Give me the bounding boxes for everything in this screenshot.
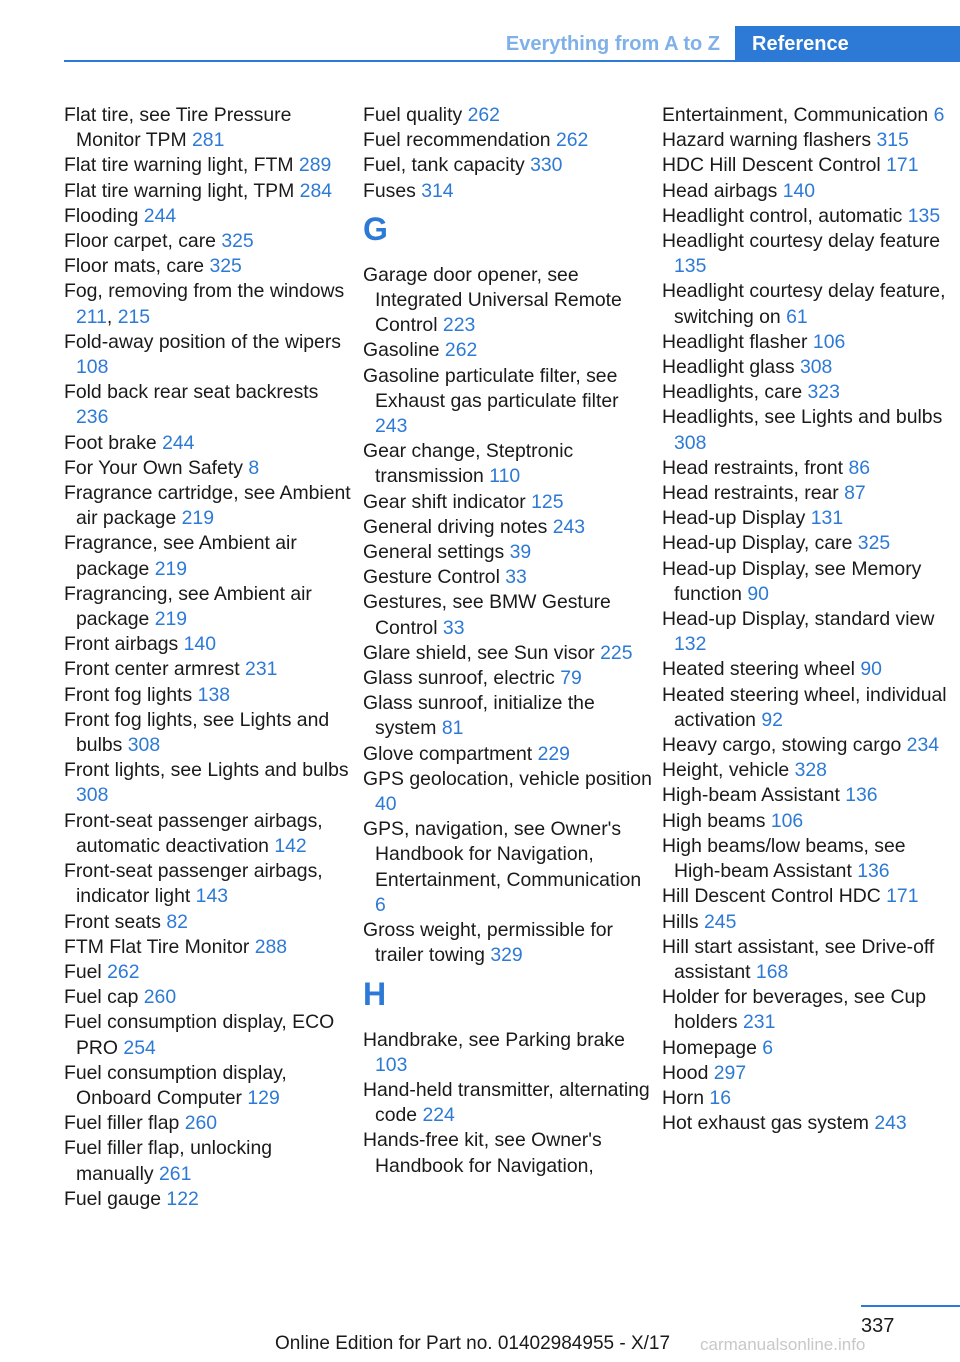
page-link[interactable]: 110	[489, 465, 521, 488]
index-term: Front airbags	[64, 633, 179, 656]
index-term: Floor carpet, care	[64, 230, 216, 253]
index-term: Handbrake, see Parking brake	[363, 1028, 625, 1051]
index-term: Hand-held transmitter, alternating code	[363, 1078, 650, 1127]
index-entry	[662, 683, 952, 733]
index-term: Fragrancing, see Ambient air package	[64, 582, 312, 631]
index-entry	[662, 758, 952, 783]
page-link[interactable]: 140	[183, 633, 216, 656]
index-term: Height, vehicle	[662, 759, 790, 782]
index-term: Gear shift indicator	[363, 490, 526, 513]
page-link[interactable]: 171	[886, 154, 919, 177]
page-link[interactable]: 33	[442, 616, 465, 639]
index-term: HDC Hill Descent Control	[662, 154, 881, 177]
index-term: General settings	[363, 541, 505, 564]
index-entry	[64, 985, 354, 1010]
page-link[interactable]: 138	[197, 683, 231, 706]
index-column-2	[363, 103, 653, 1179]
index-entry	[363, 918, 653, 968]
index-entry	[64, 935, 354, 960]
index-entry	[662, 1086, 952, 1111]
watermark: carmanualsonline.info	[700, 1335, 866, 1354]
index-term: Front fog lights, see Lights and bulbs	[64, 708, 330, 757]
index-term: Garage door opener, see Integrated Universal Remote Control	[363, 263, 622, 337]
index-term: Fuel recommendation	[363, 129, 551, 152]
index-entry	[64, 632, 354, 657]
index-term: Fold back rear seat backrests	[64, 381, 319, 404]
index-entry	[662, 481, 952, 506]
page-link[interactable]: 262	[467, 104, 500, 126]
index-entry	[662, 783, 952, 808]
index-entry	[363, 565, 653, 590]
page-link[interactable]: 129	[247, 1086, 280, 1109]
index-term: Horn	[662, 1086, 705, 1109]
index-term: Fuel consumption display, Onboard Computer	[64, 1061, 287, 1109]
page-link[interactable]: 308	[799, 356, 833, 379]
index-term: FTM Flat Tire Monitor	[64, 935, 250, 958]
index-term: Headlight courtesy delay feature, switching on	[662, 280, 946, 328]
index-entry	[64, 1010, 354, 1060]
footer-rule	[861, 1305, 960, 1307]
index-term: High beams	[662, 809, 766, 832]
index-entry	[662, 355, 952, 380]
index-entry	[64, 582, 354, 632]
index-term: Gasoline particulate filter, see Exhaust gas particulate filter	[363, 364, 619, 412]
index-entry	[64, 103, 354, 153]
index-entry	[64, 254, 354, 279]
page-link[interactable]: 325	[857, 532, 891, 555]
page-link[interactable]: 245	[704, 910, 737, 933]
index-entry	[363, 1128, 653, 1178]
index-term: Flat tire, see Tire Pressure Monitor TPM	[64, 104, 292, 152]
index-entry	[662, 657, 952, 682]
index-term: For Your Own Safety	[64, 456, 243, 479]
index-term: Glass sunroof, initialize the system	[363, 692, 595, 740]
index-term: Head-up Display, see Memory function	[662, 557, 922, 605]
index-term: Flat tire warning light, FTM	[64, 154, 294, 177]
index-entry	[64, 910, 354, 935]
index-column-3	[662, 103, 952, 1136]
index-entry	[662, 380, 952, 405]
index-entry	[363, 515, 653, 540]
index-term: Glove compartment	[363, 742, 533, 765]
index-entry	[363, 103, 653, 128]
index-entry	[662, 229, 952, 279]
index-column-1	[64, 103, 354, 1212]
index-term: Heated steering wheel, individual activation	[662, 683, 947, 731]
index-term: Gasoline	[363, 339, 440, 362]
index-entry	[662, 834, 952, 884]
page-link[interactable]: 125	[531, 490, 564, 513]
page-link[interactable]: 140	[782, 179, 816, 202]
page-link[interactable]: 135	[907, 204, 941, 227]
index-term: Head-up Display, care	[662, 532, 853, 555]
index-entry	[64, 204, 354, 229]
page-link[interactable]: 106	[812, 330, 846, 353]
index-term: Homepage	[662, 1036, 757, 1059]
page-link[interactable]: 108	[76, 356, 109, 379]
index-entry	[662, 330, 952, 355]
index-entry	[662, 884, 952, 909]
index-term: High beams/low beams, see High-beam Assistant	[662, 834, 906, 883]
index-entry	[64, 279, 354, 329]
page-link[interactable]: 308	[674, 431, 707, 454]
index-entry	[662, 279, 952, 329]
index-term: Fuel filler flap, unlocking manually	[64, 1137, 273, 1185]
page-link[interactable]: 330	[530, 154, 563, 177]
index-entry	[64, 153, 354, 178]
index-entry	[662, 557, 952, 607]
index-entry	[64, 481, 354, 531]
index-entry	[662, 153, 952, 178]
index-term: Fragrance cartridge, see Ambient air package	[64, 482, 351, 530]
page-link[interactable]: 171	[886, 885, 919, 908]
index-entry	[662, 1061, 952, 1086]
page-link[interactable]: 328	[794, 759, 827, 782]
page-link[interactable]: 132	[674, 633, 707, 656]
index-term: GPS geolocation, vehicle position	[363, 767, 652, 790]
page-link[interactable]: 244	[162, 431, 195, 454]
index-term: Hood	[662, 1061, 709, 1084]
index-entry	[662, 1036, 952, 1061]
page-link[interactable]: 81	[441, 717, 464, 740]
page-link[interactable]: 262	[444, 339, 478, 362]
page-link[interactable]: 260	[184, 1112, 218, 1135]
page-link[interactable]: 106	[770, 809, 804, 832]
page-link[interactable]: 135	[674, 255, 707, 278]
index-entry	[64, 1061, 354, 1111]
index-term: Fuel cap	[64, 986, 139, 1009]
index-entry	[363, 439, 653, 489]
page-link[interactable]: 223	[442, 314, 476, 337]
index-term: Hot exhaust gas system	[662, 1112, 869, 1135]
page-link[interactable]: 225	[600, 641, 633, 664]
index-entry	[64, 859, 354, 909]
index-entry	[64, 531, 354, 581]
index-term: Headlights, see Lights and bulbs	[662, 406, 943, 429]
index-entry	[64, 758, 354, 808]
index-entry	[662, 506, 952, 531]
page-link[interactable]: 103	[375, 1053, 408, 1076]
index-entry	[363, 338, 653, 363]
index-term: Fog, removing from the windows	[64, 280, 345, 303]
page-link[interactable]: 79	[560, 667, 582, 690]
page-link[interactable]: 215	[117, 305, 151, 328]
index-entry	[662, 128, 952, 153]
page-link[interactable]: 8	[248, 456, 260, 479]
index-term: Gross weight, permissible for trailer towing	[363, 919, 614, 967]
index-term: Front-seat passenger airbags, automatic deactivation	[64, 809, 323, 857]
index-term: Front-seat passenger airbags, indicator light	[64, 860, 323, 908]
page-link[interactable]: 297	[713, 1061, 747, 1084]
page-link[interactable]: 281	[192, 129, 225, 152]
index-entry	[363, 263, 653, 339]
index-entry	[363, 490, 653, 515]
index-entry	[64, 431, 354, 456]
page-link[interactable]: 243	[375, 415, 408, 438]
index-entry	[363, 1028, 653, 1078]
index-entry	[662, 204, 952, 229]
index-term: Fragrance, see Ambient air package	[64, 532, 297, 580]
index-term: Fuel, tank capacity	[363, 154, 525, 177]
index-term: Headlight control, automatic	[662, 204, 903, 227]
index-entry	[64, 380, 354, 430]
section-letter-h: H	[363, 975, 387, 1012]
index-entry	[363, 364, 653, 440]
page-link[interactable]: 308	[127, 734, 161, 757]
index-entry	[662, 1111, 952, 1136]
index-term: Hills	[662, 910, 699, 933]
page-link[interactable]: 229	[537, 742, 570, 765]
index-term: Hazard warning flashers	[662, 129, 872, 152]
page-link[interactable]: 289	[298, 154, 332, 177]
page-link[interactable]: 261	[159, 1162, 192, 1185]
index-term: Foot brake	[64, 431, 157, 454]
header-section-title: Everything from A to Z	[505, 33, 720, 55]
index-entry	[662, 607, 952, 657]
page-link[interactable]: 61	[786, 305, 808, 328]
page-link[interactable]: 40	[375, 793, 397, 816]
index-entry	[64, 330, 354, 380]
index-entry	[662, 405, 952, 455]
page-link[interactable]: 284	[299, 179, 333, 202]
index-entry	[363, 128, 653, 153]
header-reference-tab[interactable]: Reference	[735, 26, 960, 62]
index-term: Hill Descent Control HDC	[662, 885, 881, 908]
index-entry	[363, 540, 653, 565]
index-term: Fuel	[64, 960, 102, 983]
index-entry	[64, 229, 354, 254]
section-letter-g: G	[363, 210, 388, 247]
index-term: Glare shield, see Sun visor	[363, 641, 595, 664]
index-term: Gear change, Steptronic transmission	[363, 440, 574, 488]
index-entry	[64, 1187, 354, 1212]
page-link[interactable]: 142	[274, 834, 307, 857]
index-term: Heavy cargo, stowing cargo	[662, 734, 902, 757]
index-entry	[64, 708, 354, 758]
index-entry	[363, 742, 653, 767]
index-entry	[64, 960, 354, 985]
index-entry	[662, 103, 952, 128]
index-entry	[64, 1111, 354, 1136]
index-term: Front seats	[64, 910, 161, 933]
page-link[interactable]: 288	[254, 935, 288, 958]
page-link[interactable]: 323	[807, 381, 840, 404]
page-link[interactable]: 39	[509, 541, 532, 564]
page-link[interactable]: 262	[107, 960, 140, 983]
index-term: Fuses	[363, 179, 416, 202]
page-link[interactable]: 168	[755, 960, 789, 983]
page-link[interactable]: 87	[844, 482, 866, 505]
index-term: Gesture Control	[363, 566, 500, 589]
index-term: Holder for beverages, see Cup holders	[662, 986, 927, 1034]
index-entry	[662, 985, 952, 1035]
index-term: Front center armrest	[64, 658, 240, 681]
page-link[interactable]: 16	[709, 1086, 731, 1109]
index-term: Fuel filler flap	[64, 1112, 180, 1135]
index-entry	[363, 179, 653, 204]
page-link[interactable]: 219	[181, 507, 214, 530]
index-term: Fuel quality	[363, 104, 463, 126]
index-term: General driving notes	[363, 515, 548, 538]
index-term: Hands-free kit, see Owner's Handbook for Navigation,	[363, 1129, 602, 1177]
index-term: GPS, navigation, see Owner's Handbook for Navigation, Entertainment, Communication	[363, 818, 642, 891]
index-term: Gestures, see BMW Gesture Control	[363, 591, 611, 639]
index-entry	[64, 809, 354, 859]
page-link[interactable]: 231	[743, 1011, 776, 1034]
index-entry	[363, 641, 653, 666]
index-term: Headlight flasher	[662, 330, 808, 353]
page-link[interactable]: 143	[195, 885, 229, 908]
page-link[interactable]: 254	[123, 1036, 156, 1059]
index-term: Fuel gauge	[64, 1187, 162, 1210]
page-link[interactable]: 122	[166, 1187, 199, 1210]
index-term: Heated steering wheel	[662, 658, 855, 681]
page-link[interactable]: 136	[845, 784, 878, 807]
index-entry	[363, 691, 653, 741]
page-link[interactable]: 231	[245, 658, 278, 681]
index-term: Fold-away position of the wipers	[64, 330, 341, 353]
index-term: Head-up Display	[662, 507, 806, 530]
page-link[interactable]: 6	[762, 1036, 774, 1059]
index-entry	[363, 1078, 653, 1128]
page-link[interactable]: 136	[857, 860, 890, 883]
index-entry	[662, 179, 952, 204]
index-entry	[64, 456, 354, 481]
index-entry	[363, 767, 653, 817]
page-link[interactable]: 260	[143, 986, 177, 1009]
page-link[interactable]: 82	[166, 910, 188, 933]
page-link[interactable]: 243	[552, 515, 586, 538]
page-link[interactable]: 325	[221, 230, 254, 253]
page-link[interactable]: 219	[154, 608, 188, 631]
page-link[interactable]: 234	[906, 734, 940, 757]
page-link[interactable]: 211	[76, 305, 107, 328]
index-entry	[662, 809, 952, 834]
page-link[interactable]: 329	[490, 944, 523, 967]
page-link[interactable]: 92	[761, 708, 783, 731]
page-link[interactable]: 315	[876, 129, 909, 152]
page-link[interactable]: 308	[76, 784, 109, 807]
index-entry	[64, 683, 354, 708]
page-link[interactable]: 86	[848, 456, 871, 479]
index-entry	[662, 935, 952, 985]
page-link[interactable]: 325	[209, 255, 242, 278]
page-link[interactable]: 33	[505, 566, 527, 589]
page-link[interactable]: 6	[933, 104, 945, 126]
index-term: Headlight courtesy delay feature	[662, 230, 941, 253]
index-term: Flat tire warning light, TPM	[64, 179, 295, 202]
page-separator: ,	[106, 305, 113, 328]
page-link[interactable]: 262	[555, 129, 589, 152]
index-entry	[64, 1136, 354, 1186]
index-term: Entertainment, Communication	[662, 104, 929, 126]
index-term: Head airbags	[662, 179, 778, 202]
index-term: Headlight glass	[662, 356, 795, 379]
page-link[interactable]: 224	[422, 1104, 455, 1127]
index-entry	[363, 590, 653, 640]
index-term: Glass sunroof, electric	[363, 667, 555, 690]
page-link[interactable]: 90	[747, 582, 769, 605]
index-term: Headlights, care	[662, 381, 803, 404]
index-entry	[662, 910, 952, 935]
index-term: Front fog lights	[64, 683, 193, 706]
header-rule	[64, 60, 960, 62]
page-link[interactable]: 6	[375, 893, 386, 916]
index-entry	[662, 456, 952, 481]
page-link[interactable]: 243	[874, 1112, 907, 1135]
index-term: Flooding	[64, 204, 139, 227]
page-link[interactable]: 314	[421, 179, 454, 202]
index-entry	[363, 666, 653, 691]
index-term: Head-up Display, standard view	[662, 608, 935, 631]
page-link[interactable]: 244	[143, 204, 177, 227]
index-term: Floor mats, care	[64, 255, 205, 278]
index-entry	[662, 531, 952, 556]
index-term: Front lights, see Lights and bulbs	[64, 759, 349, 782]
page-number: 337	[861, 1315, 895, 1337]
page-link[interactable]: 219	[154, 557, 188, 580]
index-entry	[363, 153, 653, 178]
index-entry	[64, 657, 354, 682]
page-link[interactable]: 131	[810, 507, 844, 530]
page-link[interactable]: 236	[76, 406, 109, 429]
index-term: Fuel consumption display, ECO PRO	[64, 1011, 335, 1059]
index-entry	[662, 733, 952, 758]
index-term: Hill start assistant, see Drive-off assistant	[662, 935, 935, 983]
index-entry	[363, 817, 653, 918]
index-term: Head restraints, rear	[662, 482, 839, 505]
index-entry	[64, 179, 354, 204]
index-term: Head restraints, front	[662, 456, 844, 479]
page-link[interactable]: 90	[860, 658, 882, 681]
index-term: High-beam Assistant	[662, 784, 840, 807]
edition-footer: Online Edition for Part no. 01402984955 - X/17	[275, 1333, 671, 1354]
